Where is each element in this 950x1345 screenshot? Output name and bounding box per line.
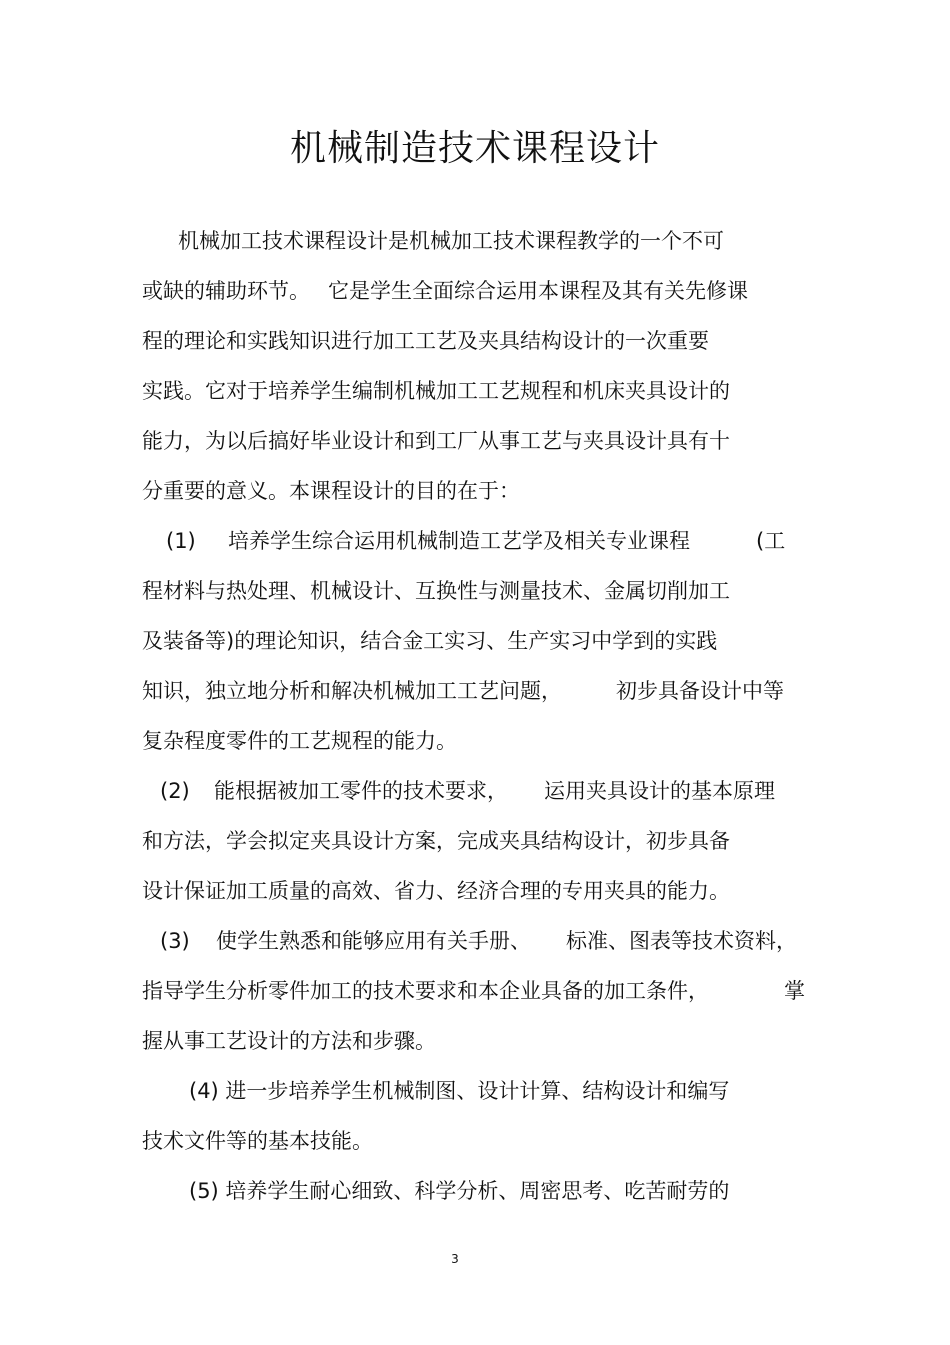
page-number: 3 <box>451 1252 459 1266</box>
text-run: 及装备等)的理论知识，结合金工实习、生产实习中学到的实践 <box>142 629 718 653</box>
text-run: 能根据被加工零件的技术要求， <box>214 779 508 803</box>
text-run: 运用夹具设计的基本原理 <box>544 779 775 803</box>
text-run: 握从事工艺设计的方法和步骤。 <box>142 1029 436 1053</box>
text-run: 技术文件等的基本技能。 <box>142 1129 373 1153</box>
text-run: 使学生熟悉和能够应用有关手册、 <box>216 929 531 953</box>
text-run: 初步具备设计中等 <box>616 679 784 703</box>
page-title: 机械制造技术课程设计 <box>289 128 660 169</box>
text-run: 掌 <box>784 979 805 1003</box>
text-run: 标准、图表等技术资料， <box>566 929 797 953</box>
text-run: 实践。它对于培养学生编制机械加工工艺规程和机床夹具设计的 <box>142 379 730 403</box>
list-marker: (2) <box>160 779 190 803</box>
text-run: 培养学生综合运用机械制造工艺学及相关专业课程 <box>228 529 690 553</box>
text-run: 它是学生全面综合运用本课程及其有关先修课 <box>328 279 748 303</box>
text-run: 和方法，学会拟定夹具设计方案，完成夹具结构设计，初步具备 <box>142 829 730 853</box>
list-marker: (3) <box>160 929 190 953</box>
text-run: 设计保证加工质量的高效、省力、经济合理的专用夹具的能力。 <box>142 879 730 903</box>
text-run: (5) 培养学生耐心细致、科学分析、周密思考、吃苦耐劳的 <box>189 1179 730 1203</box>
text-run: 能力，为以后搞好毕业设计和到工厂从事工艺与夹具设计具有十 <box>142 429 730 453</box>
text-run: 分重要的意义。本课程设计的目的在于： <box>142 479 520 503</box>
text-run: (4) 进一步培养学生机械制图、设计计算、结构设计和编写 <box>189 1079 730 1103</box>
list-marker: (1) <box>166 529 196 553</box>
text-run: 知识，独立地分析和解决机械加工工艺问题， <box>142 679 562 703</box>
text-run: 程的理论和实践知识进行加工工艺及夹具结构设计的一次重要 <box>142 329 709 353</box>
text-run: (工 <box>756 529 786 553</box>
text-run: 复杂程度零件的工艺规程的能力。 <box>142 729 457 753</box>
text-run: 指导学生分析零件加工的技术要求和本企业具备的加工条件， <box>142 979 709 1003</box>
text-run: 或缺的辅助环节。 <box>142 279 310 303</box>
text-run: 程材料与热处理、机械设计、互换性与测量技术、金属切削加工 <box>142 579 730 603</box>
text-run: 机械加工技术课程设计是机械加工技术课程教学的一个不可 <box>178 229 724 253</box>
